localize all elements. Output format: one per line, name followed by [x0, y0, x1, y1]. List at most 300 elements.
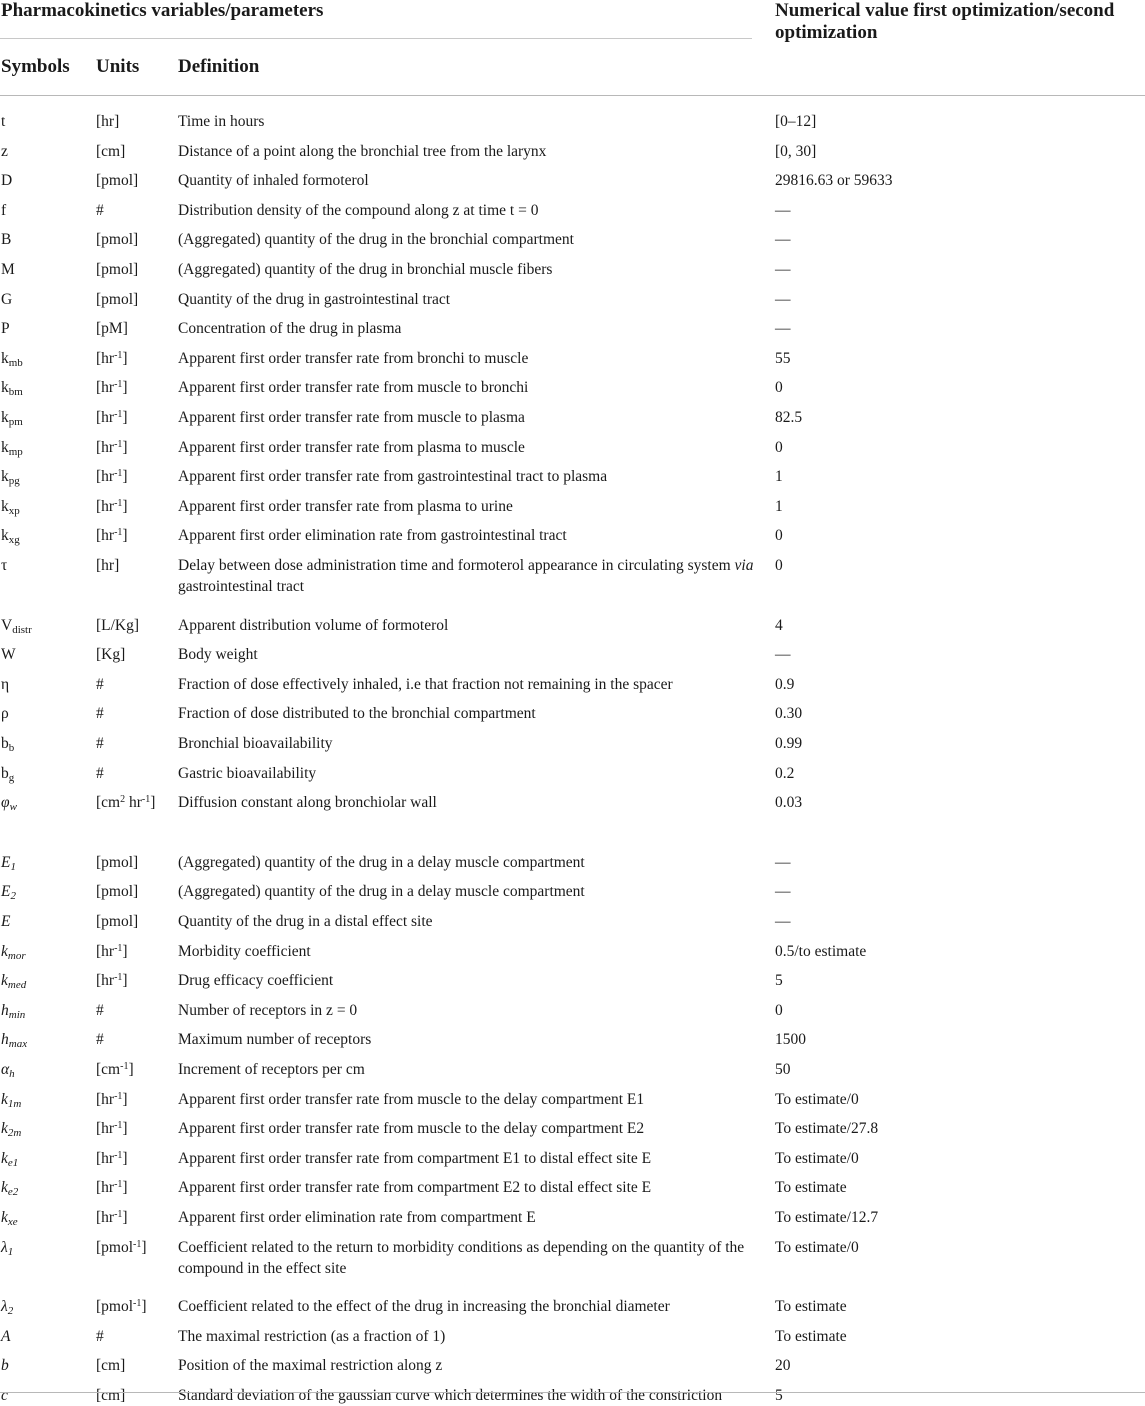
symbol-text: b — [1, 1357, 9, 1375]
definition-text: Distribution density of the compound along z at time t = 0 — [178, 201, 539, 219]
unit-cell — [96, 170, 176, 191]
unit-text: # — [96, 764, 104, 782]
unit-text: [pmol] — [96, 883, 139, 901]
unit-text: [pmol] — [96, 172, 139, 190]
unit-text-tail: ] — [122, 497, 128, 515]
symbol-cell — [1, 377, 91, 398]
definition-cell — [178, 852, 758, 873]
value-cell: — — [775, 320, 791, 338]
unit-cell — [96, 289, 176, 310]
symbol-subscript: e1 — [7, 1156, 19, 1169]
symbol-cell — [1, 229, 91, 250]
definition-cell — [178, 1207, 758, 1228]
symbol-text: k — [1, 1090, 8, 1108]
symbol-text: k — [1, 527, 9, 545]
symbol-text: b — [1, 764, 9, 782]
symbol-cell — [1, 525, 91, 546]
value-cell: — — [775, 913, 791, 930]
definition-cell — [178, 733, 758, 754]
symbol-cell — [1, 733, 91, 754]
value-cell: To estimate — [775, 1298, 847, 1316]
definition-cell — [178, 377, 758, 398]
definition-cell — [178, 1148, 758, 1169]
unit-cell — [96, 525, 176, 546]
unit-text: [pmol] — [96, 231, 139, 249]
symbol-subscript: 1m — [7, 1097, 22, 1110]
definition-text: Morbidity coefficient — [178, 942, 311, 960]
header-bottom-rule — [0, 95, 1145, 96]
definition-cell — [178, 1118, 758, 1139]
definition-text: Quantity of the drug in gastrointestinal tract — [178, 290, 451, 308]
symbol-subscript: h — [9, 1068, 15, 1080]
definition-text: Increment of receptors per cm — [178, 1061, 365, 1078]
unit-cell — [96, 941, 176, 962]
symbol-text: η — [1, 675, 10, 693]
value-cell: 1500 — [775, 1031, 806, 1049]
unit-text: [hr — [96, 1209, 115, 1226]
symbol-text: φ — [1, 794, 10, 812]
definition-text: Standard deviation of the gaussian curve which determines the width of the constriction — [178, 1387, 723, 1404]
value-cell: 0 — [775, 527, 783, 545]
unit-cell — [96, 348, 176, 369]
symbol-cell — [1, 644, 91, 665]
unit-cell — [96, 259, 176, 280]
symbol-cell — [1, 1326, 91, 1347]
unit-text: [L/Kg] — [96, 616, 140, 634]
value-cell: 5 — [775, 1387, 783, 1404]
symbol-cell — [1, 1207, 91, 1228]
definition-text: Delay between dose administration time and formoterol appearance in circulating system — [178, 557, 735, 574]
unit-text: [cm] — [96, 142, 126, 160]
unit-cell — [96, 733, 176, 754]
value-cell: 0 — [775, 379, 783, 397]
unit-cell — [96, 852, 176, 873]
definition-cell — [178, 1355, 758, 1376]
unit-text-tail: ] — [128, 1061, 134, 1078]
symbol-text: M — [1, 261, 15, 278]
unit-text: [hr — [96, 1149, 115, 1167]
unit-text-tail: hr — [125, 794, 142, 812]
definition-cell — [178, 763, 758, 784]
definition-cell — [178, 970, 758, 991]
definition-cell — [178, 1089, 758, 1110]
symbol-subscript: mb — [8, 356, 23, 369]
value-cell: 4 — [775, 616, 783, 634]
symbol-cell — [1, 881, 91, 902]
definition-text: Time in hours — [178, 113, 265, 130]
value-cell: 0 — [775, 557, 783, 574]
definition-text: Apparent first order transfer rate from muscle to bronchi — [178, 379, 529, 397]
symbol-subscript: 1 — [7, 1245, 14, 1258]
value-cell: To estimate — [775, 1179, 847, 1197]
symbol-text: λ — [1, 1298, 8, 1316]
value-cell: To estimate — [775, 1327, 847, 1345]
symbol-cell — [1, 200, 91, 221]
definition-cell — [178, 111, 758, 132]
definition-cell — [178, 644, 758, 665]
definition-cell — [178, 674, 758, 695]
symbol-text: k — [1, 1149, 8, 1167]
definition-text: Apparent first order elimination rate from gastrointestinal tract — [178, 527, 567, 545]
unit-text: [hr — [96, 972, 115, 990]
definition-tail: gastrointestinal tract — [178, 578, 305, 595]
symbol-text: E — [1, 913, 11, 930]
symbol-subscript: xp — [8, 504, 20, 517]
group-header-title: Pharmacokinetics variables/parameters — [1, 0, 324, 21]
unit-text-tail: ] — [122, 468, 128, 486]
symbol-cell — [1, 259, 91, 280]
definition-cell — [178, 703, 758, 724]
symbol-text: k — [1, 497, 9, 515]
value-cell: 0 — [775, 438, 783, 456]
definition-cell — [178, 1177, 758, 1198]
definition-text: Apparent first order transfer rate from muscle to plasma — [178, 409, 525, 426]
unit-cell — [96, 1177, 176, 1198]
unit-cell — [96, 437, 176, 458]
symbol-text: E — [1, 853, 11, 871]
unit-text-tail: ] — [122, 1209, 128, 1226]
symbol-subscript: min — [8, 1008, 26, 1021]
definition-cell — [178, 141, 758, 162]
unit-text: [cm] — [96, 1357, 126, 1375]
symbol-cell — [1, 970, 91, 991]
value-cell: To estimate/12.7 — [775, 1209, 879, 1226]
unit-cell — [96, 911, 176, 932]
unit-superscript: -1 — [114, 972, 123, 984]
unit-text-tail: ] — [122, 379, 128, 397]
symbol-cell — [1, 615, 91, 636]
unit-text: # — [96, 675, 104, 693]
symbol-subscript: med — [7, 979, 27, 992]
symbol-text: k — [1, 438, 9, 456]
unit-text: # — [96, 735, 104, 752]
unit-text: [Kg] — [96, 646, 126, 664]
definition-cell — [178, 496, 758, 517]
symbol-cell — [1, 1355, 91, 1376]
unit-text-tail: ] — [141, 1298, 147, 1316]
symbol-subscript: g — [8, 771, 15, 784]
unit-text: [pmol] — [96, 290, 139, 308]
unit-cell — [96, 111, 176, 132]
symbol-cell — [1, 1177, 91, 1198]
unit-superscript: 2 — [120, 794, 126, 806]
definition-text: Number of receptors in z = 0 — [178, 1001, 358, 1019]
definition-cell — [178, 1000, 758, 1021]
unit-text-tail: ] — [122, 1120, 128, 1138]
unit-superscript: -1 — [114, 942, 123, 954]
definition-cell — [178, 289, 758, 310]
symbol-text: G — [1, 290, 13, 308]
value-cell: — — [775, 883, 791, 901]
definition-text: The maximal restriction (as a fraction of 1) — [178, 1327, 446, 1345]
symbol-text: P — [1, 320, 10, 338]
symbol-text: k — [1, 1120, 8, 1138]
symbol-cell — [1, 1118, 91, 1139]
symbol-cell — [1, 763, 91, 784]
definition-cell — [178, 555, 758, 597]
value-cell: — — [775, 201, 791, 219]
unit-text-tail: ] — [122, 1149, 128, 1167]
col-header-definition: Definition — [178, 56, 260, 77]
symbol-text: ρ — [1, 705, 9, 723]
value-cell: 0.2 — [775, 764, 795, 782]
symbol-cell — [1, 852, 91, 873]
unit-text-tail: ] — [141, 1238, 147, 1256]
unit-superscript: -1 — [114, 527, 123, 539]
unit-text: # — [96, 201, 104, 219]
definition-text: Fraction of dose effectively inhaled, i.e that fraction not remaining in the spacer — [178, 675, 673, 693]
symbol-text: h — [1, 1031, 9, 1049]
unit-text: [hr — [96, 349, 115, 367]
symbol-text: z — [1, 142, 8, 160]
symbol-text: A — [1, 1327, 11, 1345]
unit-superscript: -1 — [114, 1179, 123, 1191]
symbol-subscript: max — [8, 1038, 28, 1051]
definition-cell — [178, 259, 758, 280]
unit-text: [hr — [96, 379, 115, 397]
symbol-subscript: pm — [8, 416, 23, 428]
unit-text: [hr — [96, 1090, 115, 1108]
definition-cell — [178, 1029, 758, 1050]
symbol-cell — [1, 1000, 91, 1021]
symbol-text: t — [1, 113, 6, 130]
definition-cell — [178, 615, 758, 636]
symbol-text: h — [1, 1001, 9, 1019]
definition-cell — [178, 1059, 758, 1080]
symbol-cell — [1, 1029, 91, 1050]
unit-cell — [96, 1118, 176, 1139]
definition-text: (Aggregated) quantity of the drug in bronchial muscle fibers — [178, 261, 553, 278]
definition-text: Apparent first order transfer rate from plasma to urine — [178, 497, 513, 515]
value-cell: 55 — [775, 349, 791, 367]
definition-text: Fraction of dose distributed to the bronchial compartment — [178, 705, 536, 723]
unit-cell — [96, 1000, 176, 1021]
definition-cell — [178, 229, 758, 250]
symbol-text: k — [1, 972, 8, 990]
symbol-text: E — [1, 883, 11, 901]
value-cell: 0 — [775, 1001, 783, 1019]
unit-cell — [96, 1089, 176, 1110]
unit-text: [hr — [96, 497, 115, 515]
value-cell: To estimate/0 — [775, 1090, 859, 1108]
value-cell: 50 — [775, 1061, 791, 1078]
symbol-text: k — [1, 468, 9, 486]
definition-cell — [178, 318, 758, 339]
definition-cell — [178, 437, 758, 458]
value-cell: 1 — [775, 468, 783, 486]
symbol-cell — [1, 555, 91, 576]
definition-text: Apparent first order transfer rate from compartment E2 to distal effect site E — [178, 1179, 652, 1197]
symbol-subscript: xg — [8, 534, 20, 547]
symbol-cell — [1, 407, 91, 428]
definition-cell — [178, 348, 758, 369]
definition-cell — [178, 792, 758, 813]
symbol-subscript: 2 — [10, 890, 16, 903]
unit-cell — [96, 792, 176, 813]
symbol-text: c — [1, 1387, 8, 1404]
value-cell: 1 — [775, 497, 783, 515]
definition-text: Coefficient related to the return to morbidity conditions as depending on the quantity of the compound in the effect site — [178, 1238, 745, 1277]
unit-cell — [96, 1059, 176, 1080]
definition-text: Diffusion constant along bronchiolar wall — [178, 794, 437, 812]
symbol-subscript: pg — [8, 475, 20, 488]
unit-text-tail: ] — [122, 409, 128, 426]
symbol-cell — [1, 348, 91, 369]
unit-text: [hr] — [96, 557, 120, 574]
unit-cell — [96, 703, 176, 724]
symbol-subscript: xe — [7, 1216, 18, 1228]
symbol-text: k — [1, 942, 8, 960]
unit-text: [hr — [96, 1179, 115, 1197]
symbol-text: f — [1, 201, 7, 219]
symbol-subscript: distr — [12, 623, 32, 636]
symbol-cell — [1, 1148, 91, 1169]
symbol-subscript: bm — [8, 386, 23, 399]
definition-cell — [178, 200, 758, 221]
definition-text: (Aggregated) quantity of the drug in the bronchial compartment — [178, 231, 574, 249]
unit-text-end: ] — [150, 794, 156, 812]
unit-text-tail: ] — [122, 1179, 128, 1197]
unit-superscript: -1 — [114, 1090, 123, 1102]
symbol-subscript: mp — [8, 445, 23, 458]
value-cell: 0.99 — [775, 735, 803, 752]
unit-text: [pmol] — [96, 913, 139, 930]
definition-text: Maximum number of receptors — [178, 1031, 372, 1049]
definition-cell — [178, 1237, 758, 1279]
unit-text: [hr — [96, 942, 115, 960]
unit-text-tail: ] — [122, 438, 128, 456]
unit-text: [cm] — [96, 1387, 126, 1404]
definition-text: Apparent first order transfer rate from gastrointestinal tract to plasma — [178, 468, 608, 486]
unit-cell — [96, 200, 176, 221]
unit-cell — [96, 1029, 176, 1050]
unit-cell — [96, 407, 176, 428]
definition-text: (Aggregated) quantity of the drug in a delay muscle compartment — [178, 883, 585, 901]
unit-superscript: -1 — [114, 409, 123, 420]
group-header-rule — [0, 38, 752, 39]
definition-text: Coefficient related to the effect of the drug in increasing the bronchial diameter — [178, 1298, 670, 1316]
symbol-subscript: 2 — [7, 1305, 14, 1318]
symbol-text: D — [1, 172, 13, 190]
unit-cell — [96, 318, 176, 339]
value-column-header: Numerical value first optimization/second optimization — [775, 0, 1115, 43]
unit-superscript-2: -1 — [141, 794, 151, 806]
symbol-subscript: 2m — [7, 1127, 22, 1140]
unit-text: # — [96, 1327, 104, 1345]
unit-superscript: -1 — [120, 1061, 129, 1072]
unit-superscript: -1 — [114, 1209, 123, 1220]
definition-cell — [178, 525, 758, 546]
symbol-cell — [1, 289, 91, 310]
definition-text: Apparent first order transfer rate from plasma to muscle — [178, 438, 525, 456]
unit-text: # — [96, 1031, 104, 1049]
unit-text: [cm — [96, 794, 121, 812]
value-cell: [0–12] — [775, 113, 817, 130]
definition-cell — [178, 881, 758, 902]
unit-cell — [96, 1237, 176, 1258]
definition-text: Quantity of the drug in a distal effect site — [178, 913, 433, 930]
definition-text: Bronchial bioavailability — [178, 735, 333, 752]
definition-text: Apparent first order elimination rate from compartment E — [178, 1209, 536, 1226]
unit-superscript: -1 — [133, 1298, 142, 1310]
value-cell: — — [775, 261, 791, 278]
unit-cell — [96, 970, 176, 991]
symbol-text: k — [1, 1179, 8, 1197]
value-cell: To estimate/0 — [775, 1238, 859, 1256]
col-header-symbols: Symbols — [1, 56, 70, 77]
symbol-text: τ — [1, 557, 8, 574]
symbol-cell — [1, 1089, 91, 1110]
definition-text: Gastric bioavailability — [178, 764, 317, 782]
unit-superscript: -1 — [114, 1149, 123, 1161]
symbol-cell — [1, 437, 91, 458]
unit-text: [pmol] — [96, 853, 139, 871]
value-cell: 20 — [775, 1357, 791, 1375]
unit-cell — [96, 763, 176, 784]
definition-cell — [178, 170, 758, 191]
symbol-text: k — [1, 409, 9, 426]
symbol-cell — [1, 111, 91, 132]
value-cell: 29816.63 or 59633 — [775, 172, 893, 190]
value-cell: 0.9 — [775, 675, 795, 693]
definition-text: Position of the maximal restriction along z — [178, 1357, 443, 1375]
unit-text: [cm — [96, 1061, 121, 1078]
symbol-text: k — [1, 1209, 8, 1226]
definition-text: Apparent first order transfer rate from bronchi to muscle — [178, 349, 529, 367]
definition-text: Drug efficacy coefficient — [178, 972, 334, 990]
symbol-cell — [1, 792, 91, 813]
value-cell: 0.5/to estimate — [775, 942, 867, 960]
value-cell: 0.30 — [775, 705, 803, 723]
unit-cell — [96, 466, 176, 487]
unit-text-tail: ] — [122, 527, 128, 545]
unit-cell — [96, 615, 176, 636]
unit-superscript: -1 — [114, 1120, 123, 1132]
symbol-text: λ — [1, 1238, 8, 1256]
value-cell: [0, 30] — [775, 142, 817, 160]
value-cell: — — [775, 853, 791, 871]
unit-cell — [96, 1148, 176, 1169]
definition-text: Apparent first order transfer rate from compartment E1 to distal effect site E — [178, 1149, 652, 1167]
unit-text-tail: ] — [122, 1090, 128, 1108]
symbol-text: W — [1, 646, 16, 664]
value-cell: 5 — [775, 972, 783, 990]
symbol-subscript: 1 — [10, 860, 16, 873]
unit-superscript: -1 — [133, 1238, 142, 1250]
symbol-cell — [1, 318, 91, 339]
unit-text-tail: ] — [122, 972, 128, 990]
symbol-cell — [1, 941, 91, 962]
unit-cell — [96, 644, 176, 665]
definition-text: Concentration of the drug in plasma — [178, 320, 402, 338]
unit-text: [hr — [96, 438, 115, 456]
definition-cell — [178, 466, 758, 487]
unit-text: [hr — [96, 527, 115, 545]
symbol-cell — [1, 1059, 91, 1080]
unit-superscript: -1 — [114, 468, 123, 480]
definition-text: Apparent first order transfer rate from muscle to the delay compartment E2 — [178, 1120, 645, 1138]
unit-cell — [96, 496, 176, 517]
symbol-text: V — [1, 616, 13, 634]
unit-cell — [96, 881, 176, 902]
definition-text: (Aggregated) quantity of the drug in a delay muscle compartment — [178, 853, 585, 871]
symbol-subscript: w — [9, 801, 17, 814]
unit-cell — [96, 1355, 176, 1376]
definition-cell — [178, 1296, 758, 1317]
value-cell: 0.03 — [775, 794, 803, 812]
unit-text: [pmol — [96, 1238, 134, 1256]
unit-text: [pmol] — [96, 261, 139, 278]
